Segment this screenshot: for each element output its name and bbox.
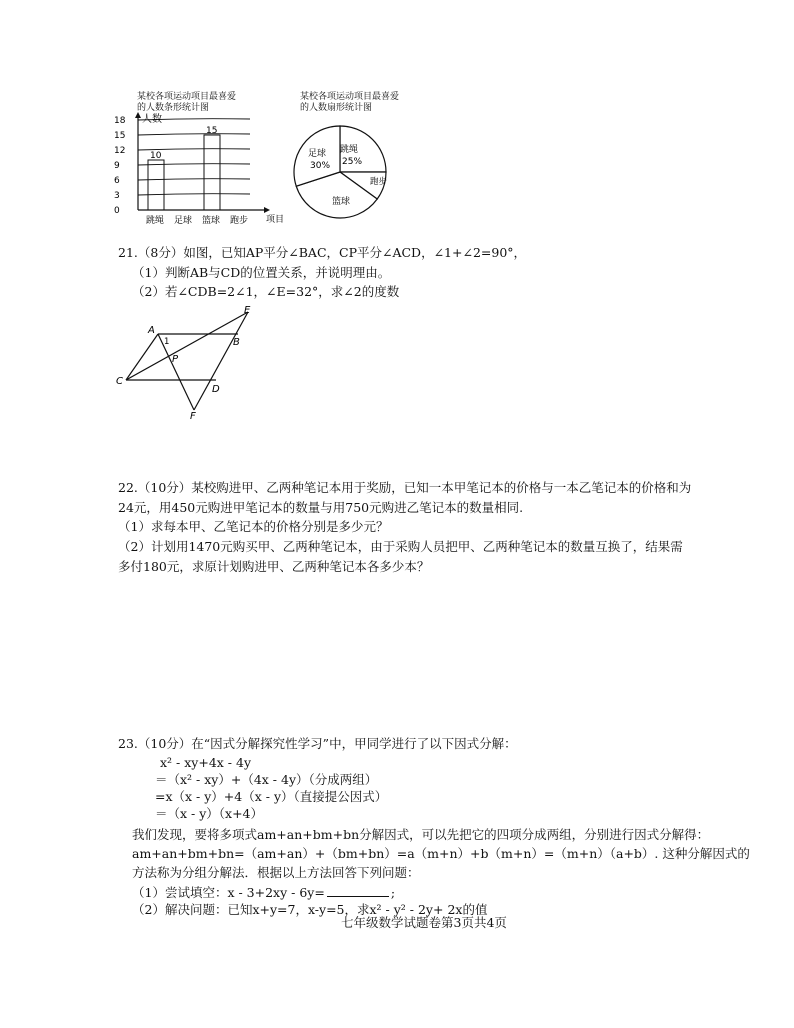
bar-category-label: 足球 <box>174 216 193 226</box>
q23-answer-blank[interactable] <box>327 886 389 897</box>
bar-chart-title-line1: 某校各项运动项目最喜爱 <box>137 92 237 102</box>
bar-category-label: 跳绳 <box>146 216 165 226</box>
pie-chart-title-line2: 的人数扇形统计图 <box>300 103 373 113</box>
bar-chart-title-line2: 的人数条形统计图 <box>137 103 210 113</box>
q21-header: 21.（8分）如图，已知AP平分∠BAC，CP平分∠ACD，∠1+∠2=90°， <box>118 245 527 260</box>
label-angle-1: 1 <box>164 337 170 347</box>
page-footer: 七年级数学试题卷第3页共4页 <box>341 915 507 930</box>
bar-篮球 <box>204 135 220 210</box>
pie-label-football: 足球 <box>308 149 327 159</box>
bar-category-label: 跑步 <box>230 216 249 226</box>
q23-para-line2: am+an+bm+bn=（am+an）+（bm+bn）=a（m+n）+b（m+n）=（m+n）（a+b）. 这种分解因式的 <box>132 846 750 861</box>
q21-part2: （2）若∠CDB=2∠1，∠E=32°，求∠2的度数 <box>132 284 400 299</box>
pie-chart-title-line1: 某校各项运动项目最喜爱 <box>300 92 400 102</box>
q23-step1: ＝（x² - xy）+（4x - 4y）（分成两组） <box>155 772 378 787</box>
q23-step0: x² - xy+4x - 4y <box>160 755 252 770</box>
label-p: P <box>172 354 179 365</box>
label-c: C <box>116 376 123 387</box>
bar-跳绳 <box>148 160 164 210</box>
q22-part1: （1）求每本甲、乙笔记本的价格分别是多少元？ <box>118 519 389 534</box>
q22-line2: 24元，用450元购进甲笔记本的数量与用750元购进乙笔记本的数量相同. <box>118 500 524 515</box>
bar-y-tick: 15 <box>114 131 126 141</box>
bar-y-tick: 18 <box>114 116 126 126</box>
q23-step2: =x（x - y）+4（x - y）（直接提公因式） <box>155 789 388 804</box>
pie-label-jump-rope: 跳绳 <box>340 145 359 155</box>
q23-part1-suffix: ; <box>390 885 396 900</box>
bar-value-label: 15 <box>206 126 218 136</box>
bar-value-label: 10 <box>150 151 162 161</box>
bar-y-tick: 6 <box>114 176 120 186</box>
bar-gridline <box>138 149 250 150</box>
label-e: E <box>244 305 251 316</box>
q21-part1: （1）判断AB与CD的位置关系，并说明理由。 <box>132 265 391 280</box>
bar-y-axis-label: 人数 <box>142 114 162 125</box>
label-f: F <box>190 411 196 420</box>
bar-rects <box>148 126 220 210</box>
q23-part2: （2）解决问题：已知x+y=7，x-y=5，求x² - y² - 2y+ 2x的值 <box>132 902 488 917</box>
bar-gridline <box>138 164 250 165</box>
label-d: D <box>212 384 220 395</box>
pie-percent-jump-rope: 25% <box>342 157 363 167</box>
bar-y-tick: 3 <box>114 191 120 201</box>
q23-step3: ＝（x - y）（x+4） <box>155 806 264 821</box>
bar-x-categories <box>146 214 248 226</box>
q23-part1 <box>132 886 395 900</box>
pie-chart <box>288 120 398 224</box>
q23-para-line3: 方法称为分组分解法．根据以上方法回答下列问题： <box>132 865 420 880</box>
bar-y-ticks <box>114 116 126 216</box>
bar-chart <box>110 110 290 230</box>
bar-gridline <box>138 194 250 195</box>
bar-y-tick: 0 <box>114 206 120 216</box>
label-a: A <box>148 325 155 336</box>
q21-figure <box>110 300 270 420</box>
q22-part2-line2: 多付180元，求原计划购进甲、乙两种笔记本各多少本？ <box>118 559 430 574</box>
bar-category-label: 篮球 <box>202 216 221 226</box>
label-b: B <box>233 337 240 348</box>
q23-para-line1: 我们发现，要将多项式am+an+bm+bn分解因式，可以先把它的四项分成两组，分别进行因式分解得： <box>132 827 710 842</box>
q22-line1: 22.（10分）某校购进甲、乙两种笔记本用于奖励，已知一本甲笔记本的价格与一本乙笔记本的价格和为 <box>118 480 692 495</box>
pie-label-basketball: 篮球 <box>332 197 351 207</box>
pie-percent-football: 30% <box>310 161 331 171</box>
bar-gridline <box>138 134 250 135</box>
q22-part2-line1: （2）计划用1470元购买甲、乙两种笔记本，由于采购人员把甲、乙两种笔记本的数量互换了，结果需 <box>118 539 683 554</box>
bar-y-tick: 9 <box>114 161 120 171</box>
q23-header: 23.（10分）在“因式分解探究性学习”中，甲同学进行了以下因式分解： <box>118 736 517 751</box>
bar-y-tick: 12 <box>114 146 126 156</box>
bar-gridline <box>138 179 250 180</box>
bar-x-axis-label: 项目 <box>266 215 285 225</box>
pie-label-running: 跑步 <box>370 177 388 187</box>
q23-part1-prefix: （1）尝试填空：x - 3+2xy - 6y= <box>132 885 325 900</box>
